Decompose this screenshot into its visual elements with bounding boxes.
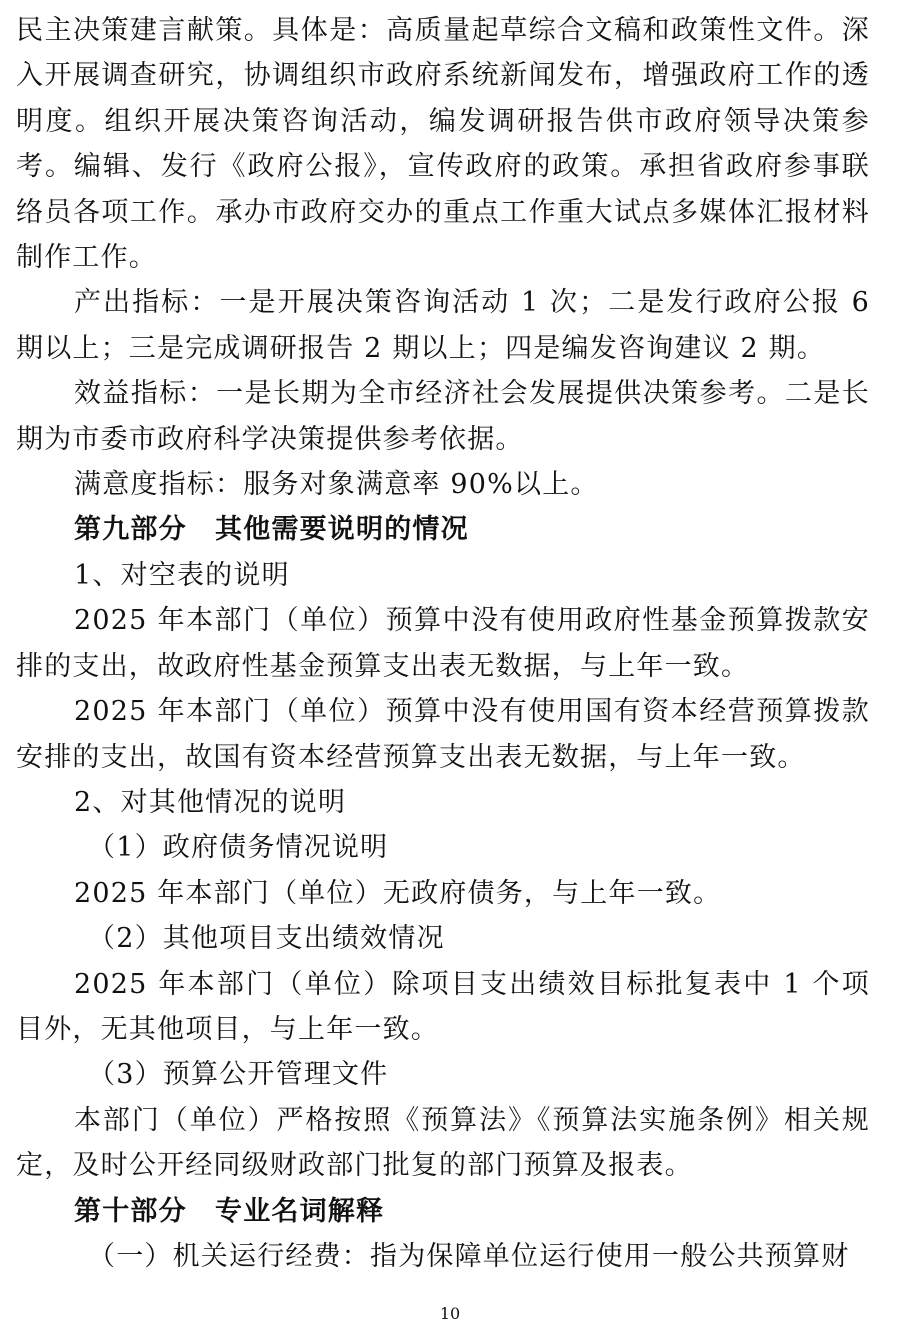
section-heading-part-nine: 第九部分 其他需要说明的情况 <box>74 514 469 546</box>
output-indicators-paragraph: 产出指标：一是开展决策咨询活动 1 次；二是发行政府公报 6 期以上；三是完成调研报告 2 期以上；四是编发咨询建议 2 期。 <box>16 287 870 364</box>
body-paragraph-state-capital: 2025 年本部门（单位）预算中没有使用国有资本经营预算拨款安排的支出，故国有资本经营预算支出表无数据，与上年一致。 <box>16 696 870 773</box>
body-paragraph: 民主决策建言献策。具体是：高质量起草综合文稿和政策性文件。深入开展调查研究，协调组织市政府系统新闻发布，增强政府工作的透明度。组织开展决策咨询活动，编发调研报告供市政府领导决策参考。编辑、发行《政府公报》，宣传政府的政策。承担省政府参事联络员各项工作。承办市政府交办的重点工作重大试点多媒体汇报材料制作工作。 <box>16 15 870 274</box>
page-number: 10 <box>439 1304 461 1323</box>
body-paragraph-debt: 2025 年本部门（单位）无政府债务，与上年一致。 <box>74 877 722 909</box>
body-paragraph-fund-budget: 2025 年本部门（单位）预算中没有使用政府性基金预算拨款安排的支出，故政府性基金预算支出表无数据，与上年一致。 <box>16 605 870 682</box>
item-government-debt: （1）政府债务情况说明 <box>88 832 389 864</box>
item-project-performance: （2）其他项目支出绩效情况 <box>88 923 445 955</box>
satisfaction-indicators-paragraph: 满意度指标：服务对象满意率 90%以上。 <box>74 469 599 501</box>
subheading-empty-tables: 1、对空表的说明 <box>74 559 290 591</box>
item-budget-disclosure: （3）预算公开管理文件 <box>88 1059 389 1091</box>
section-heading-part-ten: 第十部分 专业名词解释 <box>74 1195 385 1227</box>
body-paragraph-projects: 2025 年本部门（单位）除项目支出绩效目标批复表中 1 个项目外，无其他项目，与上年一致。 <box>16 968 870 1045</box>
benefit-indicators-paragraph: 效益指标：一是长期为全市经济社会发展提供决策参考。二是长期为市委市政府科学决策提供参考依据。 <box>16 378 870 455</box>
subheading-other-notes: 2、对其他情况的说明 <box>74 786 347 818</box>
document-page <box>16 8 870 1279</box>
item-operating-expenses: （一）机关运行经费：指为保障单位运行使用一般公共预算财 <box>88 1240 850 1272</box>
body-paragraph-disclosure: 本部门（单位）严格按照《预算法》《预算法实施条例》相关规定，及时公开经同级财政部门批复的部门预算及报表。 <box>16 1104 870 1182</box>
